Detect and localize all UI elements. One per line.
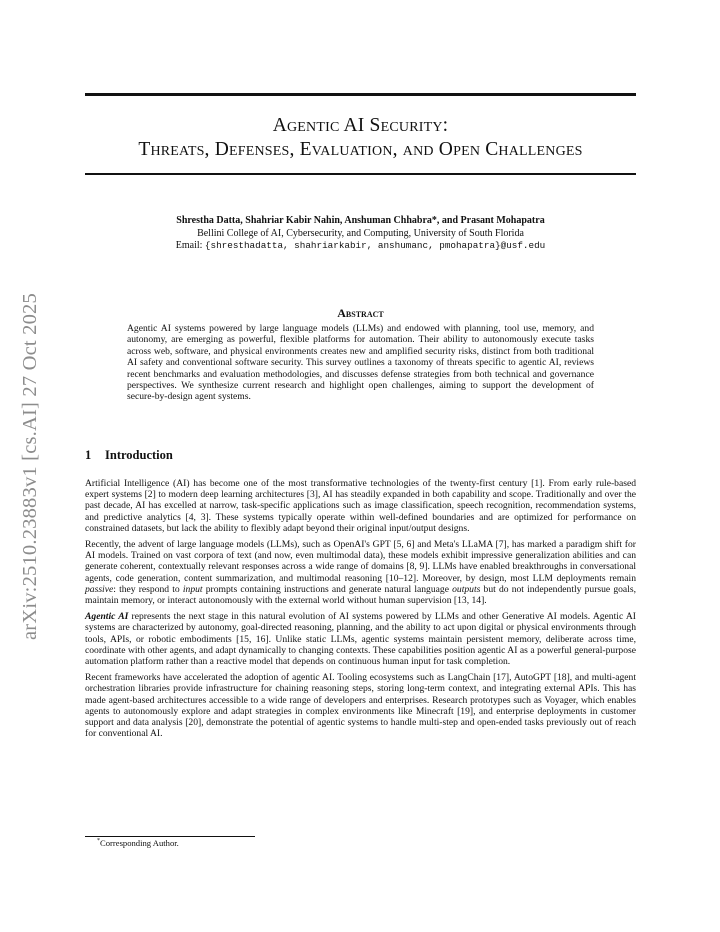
text-run: : they respond to <box>113 583 183 595</box>
term-agentic-ai: Agentic AI <box>85 611 129 623</box>
author-names: Shrestha Datta, Shahriar Kabir Nahin, Anshuman Chhabra*, and Prasant Mohapatra <box>176 215 545 226</box>
title-bottom-rule <box>85 173 636 175</box>
text-run: Recently, the advent of large language models (LLMs), such as OpenAI's GPT [5, 6] and Meta's LLaMA [7], has marked a paradigm shift for AI models. Trained on vast corpora of text (and now, even multimodal data), these models exhibit impressive generalization abilities and can generate coherent, contextually relevant responses across a wide range of domains [8, 9]. LLMs have enabled breakthroughs in conversational agents, code generation, content summarization, and multimodal reasoning [10–12]. Moreover, by design, most LLM deployments remain <box>85 539 636 584</box>
intro-paragraph-4: Recent frameworks have accelerated the adoption of agentic AI. Tooling ecosystems such as LangChain [17], AutoGPT [18], and multi-agent orchestration libraries provide infrastructure for chaining reasoning steps, storing long-term context, and integrating external APIs. This has made agent-based architectures accessible to a wide range of developers and enterprises. Research prototypes such as Voyager, which enables agents to autonomously explore and adapt strategies in complex environments like Minecraft [19], and enterprise deployments in customer support and data analysis [20], demonstrate the potential of agentic systems to handle multi-step and open-ended tasks previously out of reach for conventional AI. <box>85 672 636 740</box>
author-affiliation: Bellini College of AI, Cybersecurity, and Computing, University of South Florida <box>197 227 524 239</box>
author-block <box>85 215 636 253</box>
intro-paragraph-2 <box>85 539 636 606</box>
abstract-heading: Abstract <box>337 306 384 320</box>
section-title: Introduction <box>105 448 173 462</box>
footnote-mark: * <box>97 838 100 845</box>
emphasis-input: input <box>182 583 203 595</box>
title-top-rule <box>85 93 636 96</box>
introduction-body <box>85 478 636 744</box>
footnote-text: Corresponding Author. <box>100 838 179 848</box>
intro-paragraph-3 <box>85 611 636 667</box>
intro-paragraph-1: Artificial Intelligence (AI) has become one of the most transformative technologies of the twenty-first century [1]. From early rule-based expert systems [2] to modern deep learning architectures [3], AI has steadily expanded in both capability and scope. Traditionally and over the past decade, AI has excelled at narrow, task-specific applications such as image classification, speech recognition, recommendation systems, and predictive analytics [4, 3]. These systems typically operate within well-defined boundaries and are optimized for performance on constrained datasets, but lack the ability to flexibly adapt beyond their original input/output designs. <box>85 478 636 534</box>
arxiv-stamp: arXiv:2510.23883v1 [cs.AI] 27 Oct 2025 <box>19 293 41 640</box>
text-run: represents the next stage in this natural evolution of AI systems powered by LLMs and other Generative AI models. Agentic AI systems are characterized by autonomy, goal-directed reasoning, planning, and the ability to act upon digital or physical environments through tools, APIs, or robotic embodiments [15, 16]. Unlike static LLMs, agentic systems maintain persistent memory, deliberate across time, coordinate with other agents, and adapt dynamically to changing contexts. These capabilities position agentic AI as a powerful general-purpose automation platform rather than a reactive model that depends on continuous human input for task completion. <box>85 611 636 668</box>
paper-title-line-2: Threats, Defenses, Evaluation, and Open Challenges <box>138 139 583 160</box>
text-run: but do not independently pursue goals, maintain memory, or interact autonomously with the external world without human supervision [13, 14]. <box>85 583 636 607</box>
section-heading-introduction <box>85 448 173 463</box>
emphasis-passive: passive <box>85 583 114 595</box>
footnote-rule <box>85 836 255 837</box>
footnote <box>97 838 179 848</box>
author-email-line <box>85 240 636 253</box>
section-number: 1 <box>85 448 92 462</box>
paper-title-line-1: Agentic AI Security: <box>272 115 449 136</box>
text-run: prompts containing instructions and generate natural language <box>202 583 453 595</box>
author-email: {shresthadatta, shahriarkabir, anshumanc, pmohapatra}@usf.edu <box>204 240 546 251</box>
emphasis-outputs: outputs <box>452 583 481 595</box>
email-label: Email: <box>175 240 203 251</box>
abstract-text: Agentic AI systems powered by large language models (LLMs) and endowed with planning, tool use, memory, and autonomy, are emerging as powerful, flexible platforms for automation. Their ability to autonomously execute tasks across web, software, and physical environments creates new and amplified security risks, distinct from both traditional AI safety and conventional software security. This survey outlines a taxonomy of threats specific to agentic AI, reviews recent benchmarks and evaluation methodologies, and discusses defense strategies from both technical and governance perspectives. We synthesize current research and highlight open challenges, aiming to support the development of secure-by-design agent systems. <box>127 323 594 403</box>
